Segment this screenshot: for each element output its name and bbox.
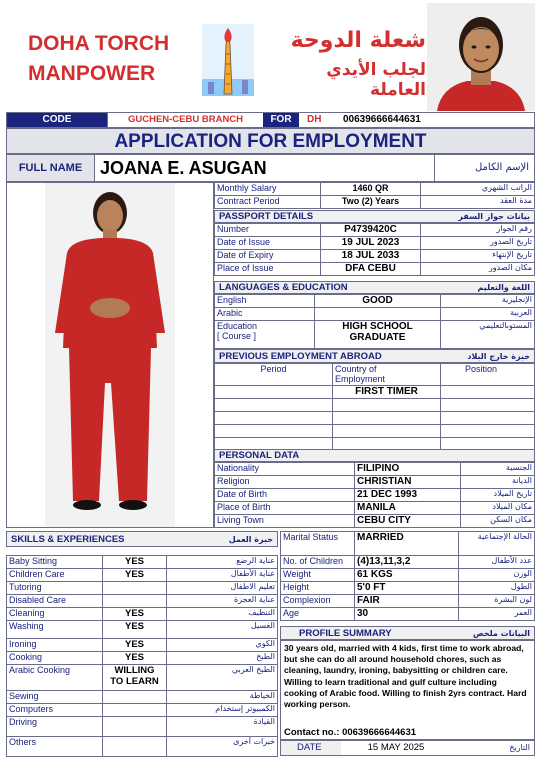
skill-label: Arabic Cooking <box>7 665 103 691</box>
physical-row <box>281 608 535 621</box>
code-phone: 00639666644631 <box>343 114 421 125</box>
company-name-line2: MANPOWER <box>28 62 156 85</box>
personal-table <box>214 462 535 528</box>
skill-arabic: الكوي <box>167 639 278 652</box>
marital-status-label: Marital Status <box>281 532 355 556</box>
living-town-arabic: مكان السكن <box>461 515 535 528</box>
birth-date-label: Date of Birth <box>215 489 355 502</box>
prev-employment-header <box>214 349 535 363</box>
skill-label: Others <box>7 737 103 757</box>
religion-label: Religion <box>215 476 355 489</box>
skill-arabic: عناية العجزة <box>167 595 278 608</box>
prev-employment-row <box>215 425 535 438</box>
branch-label: GUCHEN-CEBU BRANCH <box>107 113 263 127</box>
skill-arabic: الطبخ العربي <box>167 665 278 691</box>
date-value: 15 MAY 2025 <box>367 742 425 753</box>
personal-row <box>215 476 535 489</box>
skill-row <box>7 556 278 569</box>
language-row <box>215 308 535 321</box>
prev-employment-title: PREVIOUS EMPLOYMENT ABROAD <box>219 350 382 362</box>
passport-row <box>215 237 535 250</box>
profile-header <box>280 626 535 640</box>
skill-row <box>7 652 278 665</box>
skill-value <box>103 665 167 691</box>
weight-value: 61 KGS <box>355 569 459 582</box>
for-label: FOR <box>263 113 299 127</box>
language-row <box>215 295 535 308</box>
profile-text: 30 years old, married with 4 kids, first time to work abroad, but she can do all around household chores, such as cleaning, laundry, ironing, babysitting or children care. Willing to learn traditional and gulf culture including cooking of Arabic food. Willing to finish 2yrs contract. Hard working person. <box>284 643 527 710</box>
expiry-date-value: 18 JUL 2033 <box>321 250 421 263</box>
issue-date-value: 19 JUL 2023 <box>321 237 421 250</box>
skills-title: SKILLS & EXPERIENCES <box>11 533 125 545</box>
skill-label: Sewing <box>7 691 103 704</box>
country-header-line1: Country of <box>335 364 377 374</box>
skill-row <box>7 595 278 608</box>
prev-employment-arabic: خبرة خارج البلاد <box>467 351 530 361</box>
prev-employment-row <box>215 412 535 425</box>
first-timer-value: FIRST TIMER <box>333 386 441 399</box>
physical-row <box>281 582 535 595</box>
complexion-label: Complexion <box>281 595 355 608</box>
languages-header <box>214 281 535 294</box>
torch-logo <box>202 24 254 96</box>
skill-label: Baby Sitting <box>7 556 103 569</box>
date-label: DATE <box>281 741 341 755</box>
applicant-headshot <box>427 3 535 111</box>
full-name-arabic: الإسم الكامل <box>434 155 534 181</box>
languages-table <box>214 294 535 349</box>
skill-arabic: تعليم الاطفال <box>167 582 278 595</box>
skill-label: Washing <box>7 621 103 639</box>
skills-table <box>6 555 278 757</box>
skill-value: YES <box>103 621 167 639</box>
complexion-value: FAIR <box>355 595 459 608</box>
skill-arabic: الخياطة <box>167 691 278 704</box>
skill-row <box>7 582 278 595</box>
skill-value <box>103 717 167 737</box>
contract-row-salary <box>215 183 535 196</box>
skill-value: YES <box>103 652 167 665</box>
issue-place-label: Place of Issue <box>215 263 321 276</box>
children-value: (4)13,11,3,2 <box>355 556 459 569</box>
languages-arabic: اللغة والتعليم <box>477 283 530 292</box>
weight-label: Weight <box>281 569 355 582</box>
english-value: GOOD <box>315 295 441 308</box>
personal-header <box>214 449 535 462</box>
birth-place-value: MANILA <box>355 502 461 515</box>
contract-table <box>214 182 535 209</box>
physical-row <box>281 569 535 582</box>
languages-title: LANGUAGES & EDUCATION <box>219 282 348 293</box>
issue-place-value: DFA CEBU <box>321 263 421 276</box>
date-row <box>280 740 535 756</box>
skill-row <box>7 569 278 582</box>
date-arabic: التاريخ <box>509 743 530 752</box>
code-label: CODE <box>7 113 107 127</box>
skill-value: YES <box>103 608 167 621</box>
prev-employment-table <box>214 363 535 451</box>
skill-value <box>103 704 167 717</box>
skill-row <box>7 717 278 737</box>
skill-arabic: القيادة <box>167 717 278 737</box>
company-name-line1: DOHA TORCH <box>28 32 170 55</box>
passport-table <box>214 223 535 276</box>
company-arabic-line1: شعلة الدوحة <box>290 28 426 53</box>
physical-table <box>280 531 535 621</box>
skill-label: Cooking <box>7 652 103 665</box>
passport-row <box>215 250 535 263</box>
personal-row <box>215 515 535 528</box>
skill-value <box>103 691 167 704</box>
passport-number-value: P4739420C <box>321 224 421 237</box>
skill-label: Disabled Care <box>7 595 103 608</box>
prev-employment-row <box>215 399 535 412</box>
skill-label: Ironing <box>7 639 103 652</box>
skill-label: Driving <box>7 717 103 737</box>
profile-box <box>280 640 535 740</box>
period-arabic: مدة العقد <box>421 196 535 209</box>
skill-label: Cleaning <box>7 608 103 621</box>
passport-arabic: بيانات جواز السفر <box>458 212 530 221</box>
religion-arabic: الديانة <box>461 476 535 489</box>
skill-row <box>7 691 278 704</box>
personal-row <box>215 502 535 515</box>
birth-date-arabic: تاريخ الميلاد <box>461 489 535 502</box>
skill-row <box>7 608 278 621</box>
education-value-line1: HIGH SCHOOL <box>342 321 413 332</box>
applicant-full-photo <box>6 182 214 528</box>
children-arabic: عدد الأطفال <box>459 556 535 569</box>
nationality-label: Nationality <box>215 463 355 476</box>
personal-row <box>215 489 535 502</box>
skill-value-line1: WILLING <box>114 665 155 676</box>
page-title: APPLICATION FOR EMPLOYMENT <box>6 128 535 154</box>
code-row <box>6 112 535 128</box>
arabic-language-arabic: العربية <box>441 308 535 321</box>
skill-value-line2: TO LEARN <box>110 676 159 687</box>
nationality-arabic: الجنسية <box>461 463 535 476</box>
full-name-label: FULL NAME <box>7 155 95 181</box>
skill-row <box>7 704 278 717</box>
physical-row <box>281 556 535 569</box>
english-arabic: الإنجليزية <box>441 295 535 308</box>
expiry-date-label: Date of Expiry <box>215 250 321 263</box>
birth-place-label: Place of Birth <box>215 502 355 515</box>
contact-row <box>284 727 416 738</box>
skill-value: YES <box>103 569 167 582</box>
nationality-value: FILIPINO <box>355 463 461 476</box>
skill-arabic: الطبخ <box>167 652 278 665</box>
marital-status-value: MARRIED <box>355 532 459 556</box>
issue-place-arabic: مكان الصدور <box>421 263 535 276</box>
english-label: English <box>215 295 315 308</box>
education-arabic: المستوىالتعليمي <box>441 321 535 349</box>
full-name-row <box>6 154 535 182</box>
arabic-language-label: Arabic <box>215 308 315 321</box>
company-arabic-line2: لجلب الأيدي العاملة <box>326 60 426 100</box>
period-value: Two (2) Years <box>321 196 421 209</box>
expiry-date-arabic: تاريخ الإنتهاء <box>421 250 535 263</box>
children-label: No. of Children <box>281 556 355 569</box>
period-column-header: Period <box>215 364 333 386</box>
contact-value: 00639666644631 <box>342 727 417 738</box>
personal-row <box>215 463 535 476</box>
weight-arabic: الوزن <box>459 569 535 582</box>
skill-arabic: الكمبيوتر إستخدام <box>167 704 278 717</box>
skill-value <box>103 582 167 595</box>
passport-number-arabic: رقم الجواز <box>421 224 535 237</box>
profile-title: PROFILE SUMMARY <box>299 627 392 639</box>
skill-arabic: التنظيف <box>167 608 278 621</box>
physical-row <box>281 532 535 556</box>
education-label-line2: [ Course ] <box>217 331 257 341</box>
salary-arabic: الراتب الشهري <box>421 183 535 196</box>
complexion-arabic: لون البشرة <box>459 595 535 608</box>
passport-title: PASSPORT DETAILS <box>219 211 314 222</box>
language-row <box>215 321 535 349</box>
country-header-line2: Employment <box>335 374 386 384</box>
skill-arabic: عناية الرضع <box>167 556 278 569</box>
skill-row <box>7 621 278 639</box>
height-arabic: الطول <box>459 582 535 595</box>
passport-number-label: Number <box>215 224 321 237</box>
living-town-label: Living Town <box>215 515 355 528</box>
skill-value: YES <box>103 639 167 652</box>
contact-label: Contact no.: <box>284 727 340 738</box>
skill-label: Children Care <box>7 569 103 582</box>
for-value: DH <box>307 114 322 125</box>
skill-row <box>7 737 278 757</box>
education-label <box>215 321 315 349</box>
age-value: 30 <box>355 608 459 621</box>
skill-label: Tutoring <box>7 582 103 595</box>
salary-label: Monthly Salary <box>215 183 321 196</box>
country-column-header <box>333 364 441 386</box>
skill-arabic: عناية الأطفال <box>167 569 278 582</box>
marital-status-arabic: الحالة الإجتماعية <box>459 532 535 556</box>
profile-arabic: البيانات ملخص <box>472 628 530 638</box>
contract-row-period <box>215 196 535 209</box>
passport-header <box>214 210 535 223</box>
birth-date-value: 21 DEC 1993 <box>355 489 461 502</box>
living-town-value: CEBU CITY <box>355 515 461 528</box>
birth-place-arabic: مكان الميلاد <box>461 502 535 515</box>
full-name-value: JOANA E. ASUGAN <box>100 158 267 178</box>
age-arabic: العمر <box>459 608 535 621</box>
physical-row <box>281 595 535 608</box>
skills-arabic: خبرة العمل <box>228 534 273 544</box>
period-label: Contract Period <box>215 196 321 209</box>
skill-arabic: الغسيل <box>167 621 278 639</box>
salary-value: 1460 QR <box>321 183 421 196</box>
education-value-line2: GRADUATE <box>349 332 406 343</box>
education-label-line1: Education <box>217 321 258 331</box>
skill-value: YES <box>103 556 167 569</box>
skill-row <box>7 639 278 652</box>
prev-employment-head-row <box>215 364 535 386</box>
prev-employment-row <box>215 386 535 399</box>
age-label: Age <box>281 608 355 621</box>
skill-value <box>103 737 167 757</box>
height-label: Height <box>281 582 355 595</box>
passport-row <box>215 263 535 276</box>
passport-row <box>215 224 535 237</box>
height-value: 5'0 FT <box>355 582 459 595</box>
skills-header <box>6 531 278 547</box>
personal-title: PERSONAL DATA <box>219 450 300 461</box>
education-value <box>315 321 441 349</box>
religion-value: CHRISTIAN <box>355 476 461 489</box>
skill-arabic: خبرات أخرى <box>167 737 278 757</box>
skill-label: Computers <box>7 704 103 717</box>
issue-date-label: Date of Issue <box>215 237 321 250</box>
issue-date-arabic: تاريخ الصدور <box>421 237 535 250</box>
header <box>0 0 541 112</box>
skill-value <box>103 595 167 608</box>
arabic-language-value <box>315 308 441 321</box>
skill-row <box>7 665 278 691</box>
position-column-header: Position <box>441 364 535 386</box>
